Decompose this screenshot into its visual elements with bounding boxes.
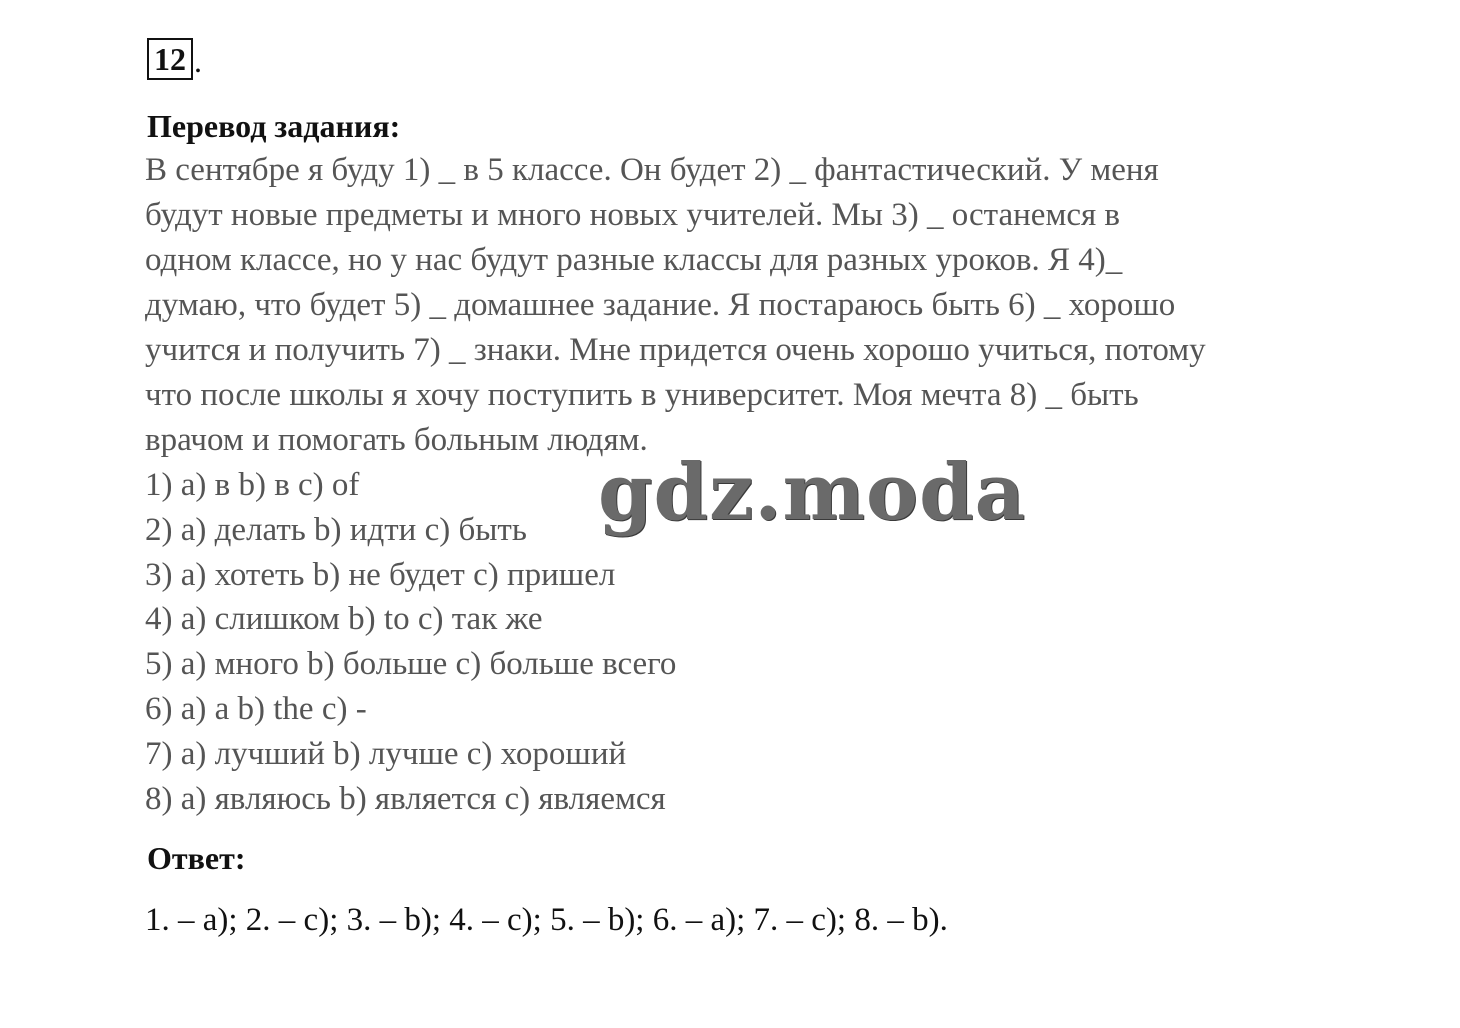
answer-text: 1. – a); 2. – c); 3. – b); 4. – c); 5. – b); 6. – a); 7. – c); 8. – b). xyxy=(145,902,948,938)
option-line-4: 4) a) слишком b) to c) так же xyxy=(145,601,543,638)
option-line-7: 7) a) лучший b) лучше c) хороший xyxy=(145,735,627,772)
option-line-6: 6) a) a b) the c) - xyxy=(145,690,367,727)
option-line-5: 5) a) много b) больше c) больше всего xyxy=(145,646,677,683)
option-line-3: 3) a) хотеть b) не будет c) пришел xyxy=(145,556,616,593)
translation-heading: Перевод задания: xyxy=(147,108,401,144)
answer-heading: Ответ: xyxy=(147,840,246,876)
paragraph-line: врачом и помогать больным людям. xyxy=(145,422,648,458)
options-list xyxy=(145,463,676,821)
paragraph-line: одном классе, но у нас будут разные классы для разных уроков. Я 4)_ xyxy=(145,242,1123,278)
watermark-logo: gdz.moda xyxy=(598,447,1027,538)
task-number-dot: . xyxy=(194,43,202,79)
paragraph-line: думаю, что будет 5) _ домашнее задание. Я постараюсь быть 6) _ хорошо xyxy=(145,287,1176,323)
task-number: 12 xyxy=(147,38,193,80)
paragraph-line: учится и получить 7) _ знаки. Мне придется очень хорошо учиться, потому xyxy=(145,332,1206,368)
option-line-8: 8) a) являюсь b) является c) являемся xyxy=(145,780,666,817)
option-line-2: 2) a) делать b) идти c) быть xyxy=(145,511,527,548)
translation-paragraph xyxy=(145,148,1415,463)
option-line-1: 1) a) в b) в c) of xyxy=(145,467,360,503)
task-number-block xyxy=(147,38,202,80)
paragraph-line: В сентябре я буду 1) _ в 5 классе. Он будет 2) _ фантастический. У меня xyxy=(145,152,1159,188)
paragraph-line: что после школы я хочу поступить в университет. Моя мечта 8) _ быть xyxy=(145,377,1139,413)
paragraph-line: будут новые предметы и много новых учителей. Мы 3) _ останемся в xyxy=(145,197,1120,233)
